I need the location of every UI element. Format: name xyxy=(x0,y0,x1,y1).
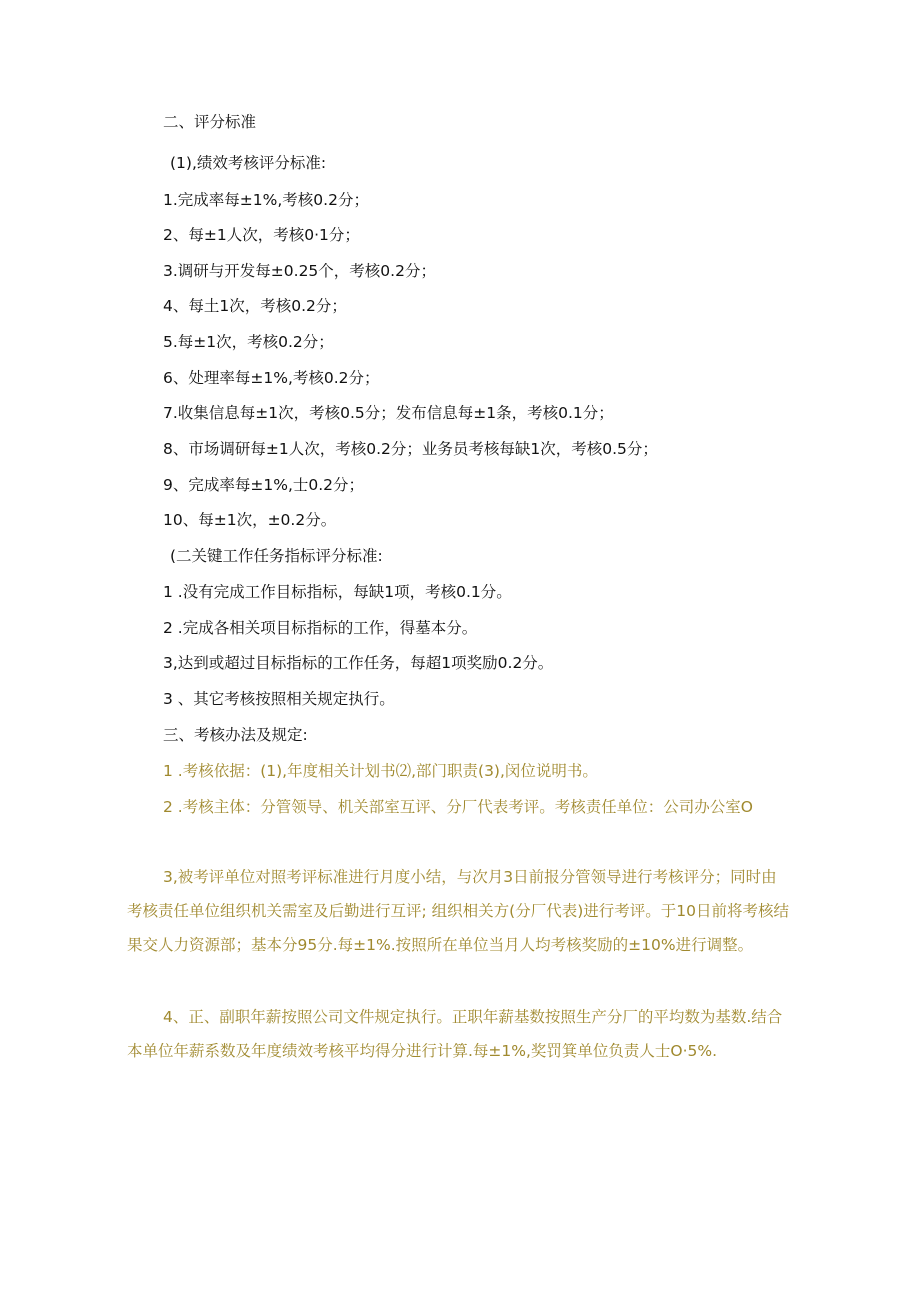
list-item: 3,达到或超过目标指标的工作任务，每超1项奖励0.2分。 xyxy=(163,654,554,672)
list-item: 2、每±1人次，考核0·1分； xyxy=(163,226,360,244)
list-item: 2 .完成各相关项目标指标的工作，得墓本分。 xyxy=(163,619,478,637)
list-item: 4、每土1次，考核0.2分； xyxy=(163,297,347,315)
section-3-title: 三、考核办法及规定: xyxy=(163,726,308,744)
assessment-basis: 1 .考核依据：(1),年度相关计划书⑵,部门职责(3),闵位说明书。 xyxy=(163,762,598,780)
assessment-subject-paragraph: 2 .考核主体：分管领导、机关部室互评、分厂代表考评。考核责任单位：公司办公室O xyxy=(163,798,753,816)
key-task-scoring-heading: (二关键工作任务指标评分标准: xyxy=(170,547,383,565)
list-item: 3.调研与开发每±0.25个，考核0.2分； xyxy=(163,262,436,280)
list-item: 1.完成率每±1%,考核0.2分； xyxy=(163,191,369,209)
list-item: 7.收集信息每±1次，考核0.5分；发布信息每±1条，考核0.1分； xyxy=(163,404,614,422)
performance-scoring-heading: (1),绩效考核评分标准: xyxy=(170,154,327,172)
section-2-title: 二、评分标准 xyxy=(163,113,257,131)
list-item: 6、处理率每±1%,考核0.2分； xyxy=(163,369,380,387)
list-item: 3 、其它考核按照相关规定执行。 xyxy=(163,690,395,708)
annual-salary-paragraph: 4、正、副职年薪按照公司文件规定执行。正职年薪基数按照生产分厂的平均数为基数.结合本单位年薪系数及年度绩效考核平均得分进行计算.每±1%,奖罚箕单位负责人士O·5%. xyxy=(127,1008,783,1060)
list-item: 8、市场调研每±1人次，考核0.2分；业务员考核每缺1次，考核0.5分； xyxy=(163,440,658,458)
monthly-review-paragraph: 3,被考评单位对照考评标准进行月度小结，与次月3日前报分管领导进行考核评分；同时由考核责任单位组织机关需室及后勤进行互评; 组织相关方(分厂代表)进行考评。于10日前将考核结果交人力资源部；基本分95分.每±1%.按照所在单位当月人均考核奖励的±10%进行调整。 xyxy=(127,868,789,954)
list-item: 10、每±1次，±0.2分。 xyxy=(163,511,337,529)
list-item: 9、完成率每±1%,士0.2分； xyxy=(163,476,365,494)
list-item: 1 .没有完成工作目标指标，每缺1项，考核0.1分。 xyxy=(163,583,512,601)
list-item: 5.每±1次，考核0.2分； xyxy=(163,333,334,351)
